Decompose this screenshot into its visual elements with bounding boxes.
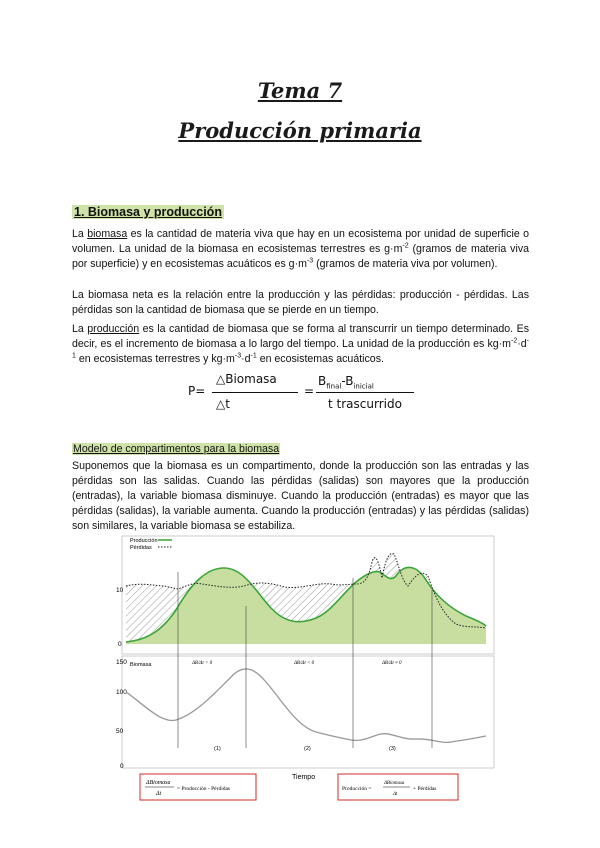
box-left-den: Δt [156, 791, 162, 797]
biomass-figure [116, 534, 502, 804]
bottom-tick-50: 50 [116, 728, 124, 735]
paragraph-produccion: La producción es la cantidad de biomasa que se forma al transcurrir un tiempo determinado. Es decir, es el incremento de biomasa a lo largo del tiempo. La unidad de la producción es $kg\cdot m^{-2}\cdot d^{-1}$ en ecosistemas terrestres y $kg\cdot m^{-3}\cdot d^{-1}$ en ecosistemas acuáticos. [72, 323, 529, 365]
production-formula: P= △Biomasa △t = $B_{final}-B_{inicial}$ t trascurrido [188, 372, 438, 432]
term-biomasa: biomasa [87, 228, 128, 240]
page-title: Producción primaria [178, 118, 422, 143]
phase-number-3: (3) [389, 746, 396, 752]
phase-label-stable: ΔB/Δt ≈ 0 [382, 661, 402, 666]
box-right-num: ΔBiomasa [384, 781, 405, 786]
top-tick-0: 0 [118, 641, 122, 648]
section-heading-modelo: Modelo de compartimentos para la biomasa [73, 443, 280, 455]
biomass-diagram [116, 534, 502, 804]
page-title-topic: Tema 7 [257, 78, 343, 103]
phase-number-1: (1) [214, 746, 221, 752]
bottom-tick-150: 150 [116, 659, 127, 666]
phase-number-2: (2) [304, 746, 311, 752]
term-produccion: producción [87, 323, 140, 335]
box-left-num: ΔBiomasa [146, 780, 171, 786]
box-left-rhs: = Producción - Pérdidas [177, 786, 231, 792]
legend-perdidas: Pérdidas [130, 545, 152, 551]
box-right-den: Δt [393, 792, 398, 797]
phase-label-increase: ΔB/Δt > 0 [192, 661, 213, 666]
phase-label-decrease: ΔB/Δt < 0 [294, 661, 315, 666]
top-tick-10: 10 [116, 587, 124, 594]
box-right-lhs: Producción = [342, 786, 372, 792]
time-axis-label: Tiempo [292, 774, 316, 781]
box-right-rhs: + Pérdidas [413, 786, 437, 792]
bottom-tick-100: 100 [116, 689, 127, 696]
legend-produccion: Producción [130, 538, 158, 544]
section-heading-biomasa: 1. Biomasa y producción [74, 205, 222, 219]
paragraph-modelo: Suponemos que la biomasa es un compartimento, donde la producción son las entradas y las pérdidas son las salidas. Cuando las pérdidas (salidas) son mayores que la producción (entradas), la variable biomasa disminuye. Cuando la producción (entradas) es mayor que las pérdidas (salidas), la variable aumenta. Cuando la producción (entradas) y las pérdidas (salidas) son similares, la variable biomasa se estabiliza. [72, 460, 529, 532]
paragraph-biomasa-definition: La biomasa es la cantidad de materia viva que hay en un ecosistema por unidad de superficie o volumen. La unidad de la biomasa en ecosistemas terrestres es $g\cdot m^{-2}$ (gramos de materia viva por superficie) y en ecosistemas acuáticos es $g\cdot m^{-3}$ (gramos de materia viva por volumen). [72, 228, 530, 270]
paragraph-biomasa-neta: La biomasa neta es la relación entre la producción y las pérdidas: producción - pérdidas. Las pérdidas son la cantidad de biomasa que se pierde en un tiempo. [72, 289, 529, 316]
biomasa-axis-label: Biomasa [130, 662, 152, 668]
bottom-tick-0: 0 [120, 763, 124, 770]
